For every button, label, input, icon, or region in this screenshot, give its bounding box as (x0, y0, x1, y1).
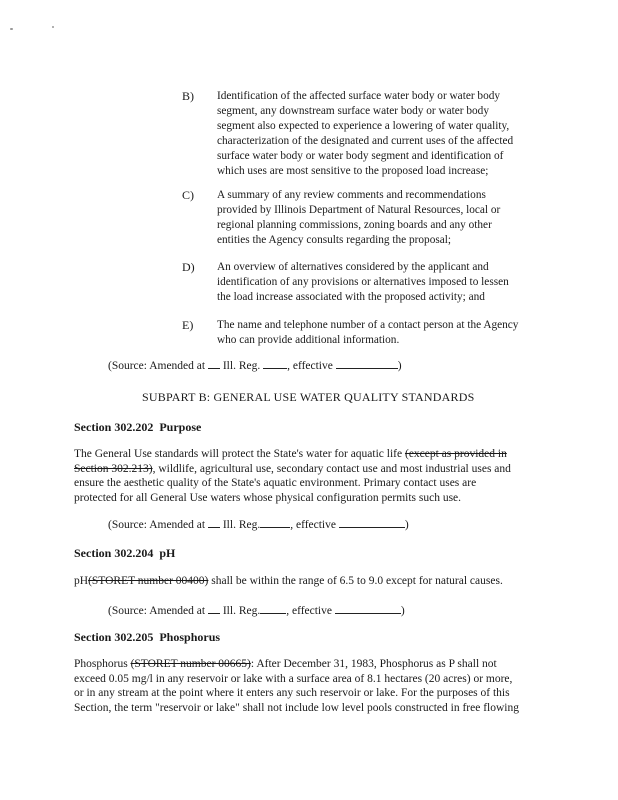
text-line: An overview of alternatives considered by the applicant and (217, 261, 489, 273)
text-line: ensure the aesthetic quality of the State's aquatic environment. Primary contact uses are (74, 477, 477, 490)
text-line: identification of any provisions or alternatives imposed to lessen (217, 276, 509, 288)
section-number: Section 302.205 (74, 630, 154, 644)
text-run: : After December 31, 1983, Phosphorus as P shall not (250, 658, 497, 670)
section-number: Section 302.202 (74, 420, 154, 434)
text-line: A summary of any review comments and recommendations (217, 189, 486, 201)
text-line (74, 657, 544, 672)
blank-line (208, 602, 220, 614)
source-note (108, 357, 402, 372)
text-run: pH (74, 575, 89, 587)
blank-line (339, 516, 405, 528)
text-line: who can provide additional information. (217, 334, 400, 346)
source-prefix: (Source: Amended at (108, 360, 206, 372)
source-effective: , effective (290, 519, 336, 531)
text-line: The name and telephone number of a contact person at the Agency (217, 319, 519, 331)
text-run: Phosphorus (74, 658, 131, 670)
section-heading-302-204 (74, 546, 175, 561)
subpart-title: SUBPART B: GENERAL USE WATER QUALITY STANDARDS (142, 390, 475, 404)
struck-text: (except as provided in (404, 448, 507, 460)
section-number: Section 302.204 (74, 546, 154, 560)
text-line: characterization of the designated and current uses of the affected (217, 135, 514, 147)
blank-line (260, 516, 290, 528)
source-effective: , effective (286, 605, 332, 617)
item-letter-e: E) (182, 318, 194, 332)
text-line: exceed 0.05 mg/l in any reservoir or lake with a surface area of 8.1 hectares (20 acres) or more, (74, 672, 513, 685)
text-line: Identification of the affected surface water body or water body (217, 90, 501, 102)
text-line: entities the Agency consults regarding the proposal; (217, 234, 452, 246)
text-line: which uses are most sensitive to the proposed load increase; (217, 165, 489, 177)
text-line: the load increase associated with the proposed activity; and (217, 291, 485, 303)
text-run: The General Use standards will protect the State's water for aquatic life (74, 448, 403, 460)
section-302-204-body (74, 574, 544, 589)
text-line (74, 447, 544, 462)
item-letter-c: C) (182, 188, 194, 202)
section-302-202-body (74, 447, 544, 505)
text-run: , wildlife, agricultural use, secondary contact use and most industrial uses and (152, 462, 511, 475)
item-text-d (217, 260, 547, 305)
blank-line (208, 516, 220, 528)
scan-speck (10, 28, 13, 30)
source-prefix: (Source: Amended at (108, 605, 206, 617)
text-line: surface water body or water body segment and identification of (217, 150, 504, 162)
source-suffix: ) (397, 360, 402, 372)
text-line: Section, the term "reservoir or lake" shall not include low level pools constructed in free flowing (74, 701, 519, 714)
source-note (108, 516, 409, 531)
text-line: provided by Illinois Department of Natural Resources, local or (217, 204, 501, 216)
text-line: protected for all General Use waters whose physical configuration permits such use. (74, 491, 462, 504)
text-line (74, 462, 544, 477)
item-text-c (217, 188, 547, 248)
section-title: Purpose (159, 420, 202, 434)
source-suffix: ) (404, 519, 409, 531)
section-heading-302-202 (74, 420, 201, 435)
item-letter-d: D) (182, 260, 195, 274)
struck-text: Section 302.213) (74, 462, 153, 475)
source-suffix: ) (400, 605, 405, 617)
source-note (108, 602, 405, 617)
text-line: segment, any downstream surface water body or water body (217, 105, 489, 117)
source-reg: Ill. Reg. (222, 360, 261, 372)
section-heading-302-205 (74, 630, 220, 645)
source-effective: , effective (287, 360, 333, 372)
blank-line (208, 357, 220, 369)
scan-speck (52, 26, 54, 28)
text-line: or in any stream at the point where it enters any such reservoir or lake. For the purposes of this (74, 687, 510, 700)
text-line: segment also expected to experience a lowering of water quality, (217, 120, 510, 132)
blank-line (260, 602, 286, 614)
item-text-b (217, 89, 547, 179)
source-prefix: (Source: Amended at (108, 519, 206, 531)
section-302-205-body (74, 657, 544, 715)
struck-text: (STORET number 00400) (88, 575, 209, 587)
text-run: shall be within the range of 6.5 to 9.0 except for natural causes. (208, 575, 503, 587)
struck-text: (STORET number 00665) (130, 658, 251, 670)
section-title: pH (159, 546, 176, 560)
blank-line (335, 602, 401, 614)
text-line: regional planning commissions, zoning boards and any other (217, 219, 492, 231)
section-title: Phosphorus (159, 630, 221, 644)
blank-line (336, 357, 398, 369)
blank-line (263, 357, 287, 369)
source-reg: Ill. Reg. (222, 519, 261, 531)
item-text-e (217, 318, 547, 348)
text-line (74, 574, 544, 589)
item-letter-b: B) (182, 89, 194, 103)
source-reg: Ill. Reg. (222, 605, 261, 617)
